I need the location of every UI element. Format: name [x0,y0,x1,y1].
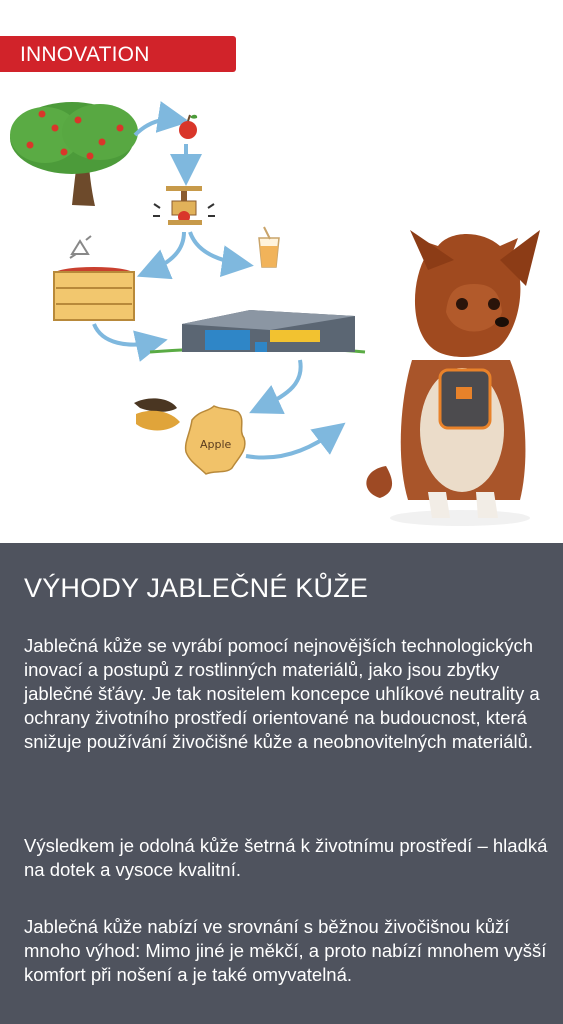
apple-crate-icon [54,267,134,320]
paragraph-advantages: Jablečná kůže nabízí ve srovnání s běžnou živočišnou kůží mnoho výhod: Mimo jiné je měkčí, a proto nabízí mnohem vyšší komfort při nošení a je také omyvatelná. [24,916,547,985]
badge-label: INNOVATION [20,43,150,66]
apple-tree-icon [10,102,138,206]
juice-glass-icon [259,227,279,267]
juice-press-icon [153,186,215,225]
paragraph-result: Výsledkem je odolná kůže šetrná k životnímu prostředí – hladká na dotek a vysoce kvalitní. [24,835,548,880]
section-title: VÝHODY JABLEČNÉ KŮŽE [24,573,369,603]
leather-shoe-icon [134,398,180,430]
apple-leather-process-illustration [0,90,380,500]
innovation-badge [0,36,236,72]
recycle-icon [70,236,91,258]
apple-tag-text: Apple [200,438,232,451]
factory-icon [150,310,365,352]
apple-icon [179,115,197,139]
paragraph-intro: Jablečná kůže se vyrábí pomocí nejnovějších technologických inovací a postupů z rostlinných materiálů, jako jsou zbytky jablečné šťávy. Je tak nositelem koncepce uhlíkové neutrality a ochrany životního prostředí orientované na budoucnost, která snižuje používání živočišné kůže a neobnovitelných materiálů. [24,635,540,752]
apple-leather-hide-icon [186,406,245,474]
dog-photo [350,230,550,530]
info-panel [0,543,563,1024]
